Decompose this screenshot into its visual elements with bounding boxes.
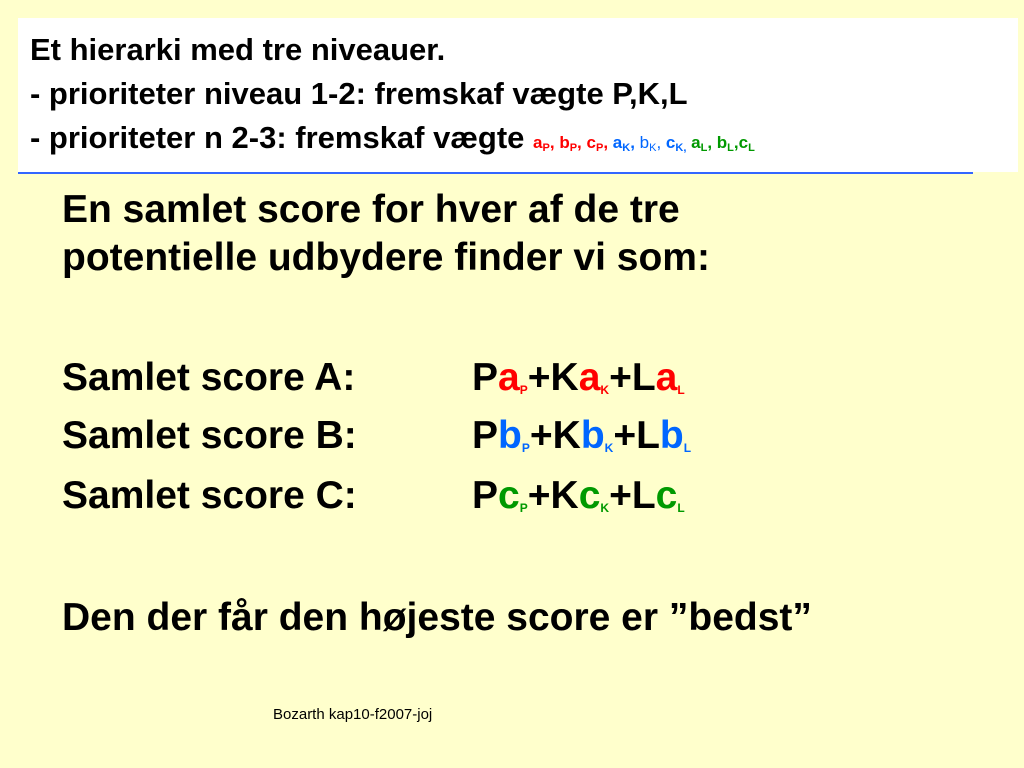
weight-a-L: $a_L$ <box>655 356 685 399</box>
weight-b-K: $b_K$ <box>580 414 614 457</box>
weight-c-P: $c_P$, <box>586 133 613 154</box>
weight-b-L: $b_L$ <box>659 414 692 457</box>
title-line-2: - prioriteter niveau 1-2: fremskaf vægte P,K,L <box>30 76 688 111</box>
weight-list <box>533 133 755 152</box>
title-underline <box>18 172 973 174</box>
weight-c-K: $c_{K,}$ <box>665 133 687 154</box>
title-line-3-prefix: - prioriteter n 2-3: fremskaf vægte <box>30 120 525 155</box>
weight-b-K: $b_K$, <box>639 133 666 154</box>
weight-c-K: $c_K$ <box>578 474 610 517</box>
title-line-3 <box>30 120 755 156</box>
score-label-b: Samlet score B: <box>62 414 357 457</box>
weight-a-P: $a_P$, <box>533 133 560 154</box>
title-box <box>18 18 1018 172</box>
weight-c-L: $c_L$ <box>738 133 755 154</box>
weight-b-P: $b_P$ <box>498 414 530 457</box>
score-formula-a: $Pa_P+Ka_K+La_L$ <box>472 356 685 399</box>
score-formula-c: $Pc_P+Kc_K+Lc_L$ <box>472 474 685 517</box>
intro-line-1: En samlet score for hver af de tre <box>62 188 680 231</box>
score-label-c: Samlet score C: <box>62 474 357 517</box>
weight-b-P: $b_P$, <box>559 133 587 154</box>
score-label-a: Samlet score A: <box>62 356 356 399</box>
score-formula-b: $Pb_P+Kb_K+Lb_L$ <box>472 414 692 457</box>
weight-c-L: $c_L$ <box>655 474 685 517</box>
title-line-1: Et hierarki med tre niveauer. <box>30 32 446 67</box>
intro-line-2: potentielle udbydere finder vi som: <box>62 236 710 279</box>
weight-a-L: $a_L$, <box>691 133 717 154</box>
footer-text: Bozarth kap10-f2007-joj <box>273 706 433 723</box>
weight-b-L: $b_L$, <box>716 133 739 154</box>
conclusion-text: Den der får den højeste score er ”bedst” <box>62 596 812 639</box>
weight-a-P: $a_P$ <box>498 356 528 399</box>
weight-a-K: $a_K$ <box>578 356 610 399</box>
weight-c-P: $c_P$ <box>498 474 528 517</box>
weight-a-K: $a_K$, <box>612 133 640 154</box>
